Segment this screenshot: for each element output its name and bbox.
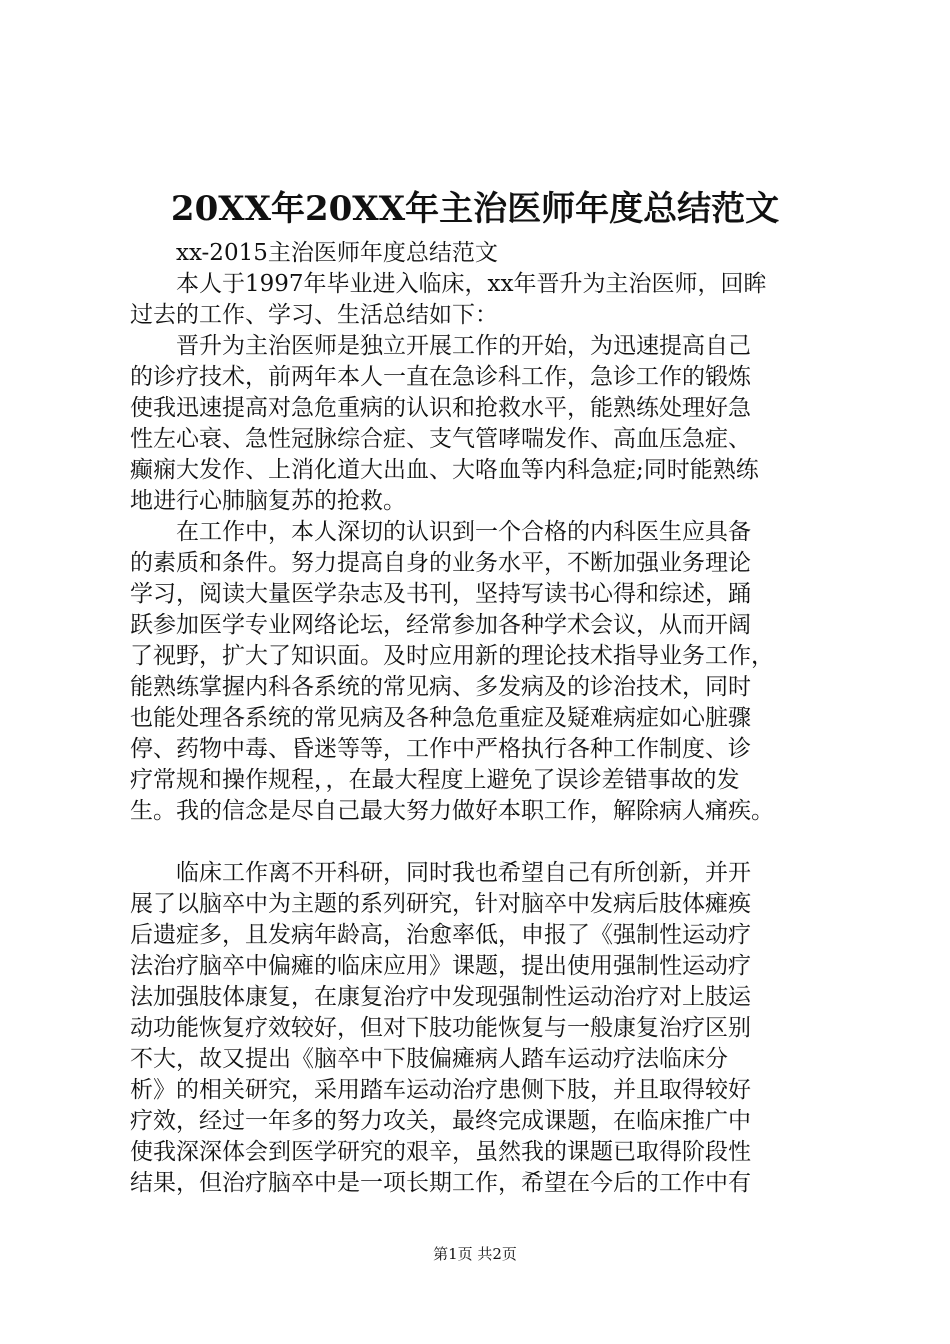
body-line: 过去的工作、学习、生活总结如下： (130, 302, 498, 328)
body-line: 生。我的信念是尽自己最大努力做好本职工作，解除病人痛疾。 (130, 798, 774, 824)
body-line: xx-2015主治医师年度总结范文 (130, 240, 498, 266)
body-line: 法治疗脑卒中偏瘫的临床应用》课题，提出使用强制性运动疗 (130, 953, 751, 979)
body-line: 析》的相关研究，采用踏车运动治疗患侧下肢，并且取得较好 (130, 1077, 751, 1103)
body-line: 疗效，经过一年多的努力攻关，最终完成课题，在临床推广中 (130, 1108, 751, 1134)
body-line: 动功能恢复疗效较好，但对下肢功能恢复与一般康复治疗区别 (130, 1015, 751, 1041)
body-line: 后遗症多，且发病年龄高，治愈率低，申报了《强制性运动疗 (130, 922, 751, 948)
body-line: 的诊疗技术，前两年本人一直在急诊科工作，急诊工作的锻炼 (130, 364, 751, 390)
body-line: 癫痫大发作、上消化道大出血、大咯血等内科急症;同时能熟练 (130, 457, 759, 483)
body-line: 本人于1997年毕业进入临床，xx年晋升为主治医师，回眸 (130, 271, 767, 297)
body-line: 学习，阅读大量医学杂志及书刊，坚持写读书心得和综述，踊 (130, 581, 751, 607)
body-line: 停、药物中毒、昏迷等等，工作中严格执行各种工作制度、诊 (130, 736, 751, 762)
body-line: 的素质和条件。努力提高自身的业务水平，不断加强业务理论 (130, 550, 751, 576)
page-footer: 第1页 共2页 (433, 1245, 517, 1263)
document-title: 20XX年20XX年主治医师年度总结范文 (170, 189, 780, 229)
body-line: 性左心衰、急性冠脉综合症、支气管哮喘发作、高血压急症、 (130, 426, 751, 452)
body-line: 也能处理各系统的常见病及各种急危重症及疑难病症如心脏骤 (130, 705, 751, 731)
body-line: 使我迅速提高对急危重病的认识和抢救水平，能熟练处理好急 (130, 395, 751, 421)
body-line: 地进行心肺脑复苏的抢救。 (130, 488, 406, 514)
document-body (130, 238, 830, 1199)
body-line: 了视野，扩大了知识面。及时应用新的理论技术指导业务工作， (130, 643, 774, 669)
body-line: 展了以脑卒中为主题的系列研究，针对脑卒中发病后肢体瘫痪 (130, 891, 751, 917)
body-line: 结果，但治疗脑卒中是一项长期工作，希望在今后的工作中有 (130, 1170, 751, 1196)
body-line: 不大，故又提出《脑卒中下肢偏瘫病人踏车运动疗法临床分 (130, 1046, 728, 1072)
body-line: 跃参加医学专业网络论坛，经常参加各种学术会议，从而开阔 (130, 612, 751, 638)
body-line: 能熟练掌握内科各系统的常见病、多发病及的诊治技术，同时 (130, 674, 751, 700)
body-line: 疗常规和操作规程，，在最大程度上避免了误诊差错事故的发 (130, 767, 740, 793)
body-line: 在工作中，本人深切的认识到一个合格的内科医生应具备 (130, 519, 751, 545)
body-line: 法加强肢体康复，在康复治疗中发现强制性运动治疗对上肢运 (130, 984, 751, 1010)
body-line: 晋升为主治医师是独立开展工作的开始，为迅速提高自己 (130, 333, 751, 359)
body-line: 临床工作离不开科研，同时我也希望自己有所创新，并开 (130, 860, 751, 886)
blank-line (130, 827, 830, 858)
body-line: 使我深深体会到医学研究的艰辛，虽然我的课题已取得阶段性 (130, 1139, 751, 1165)
